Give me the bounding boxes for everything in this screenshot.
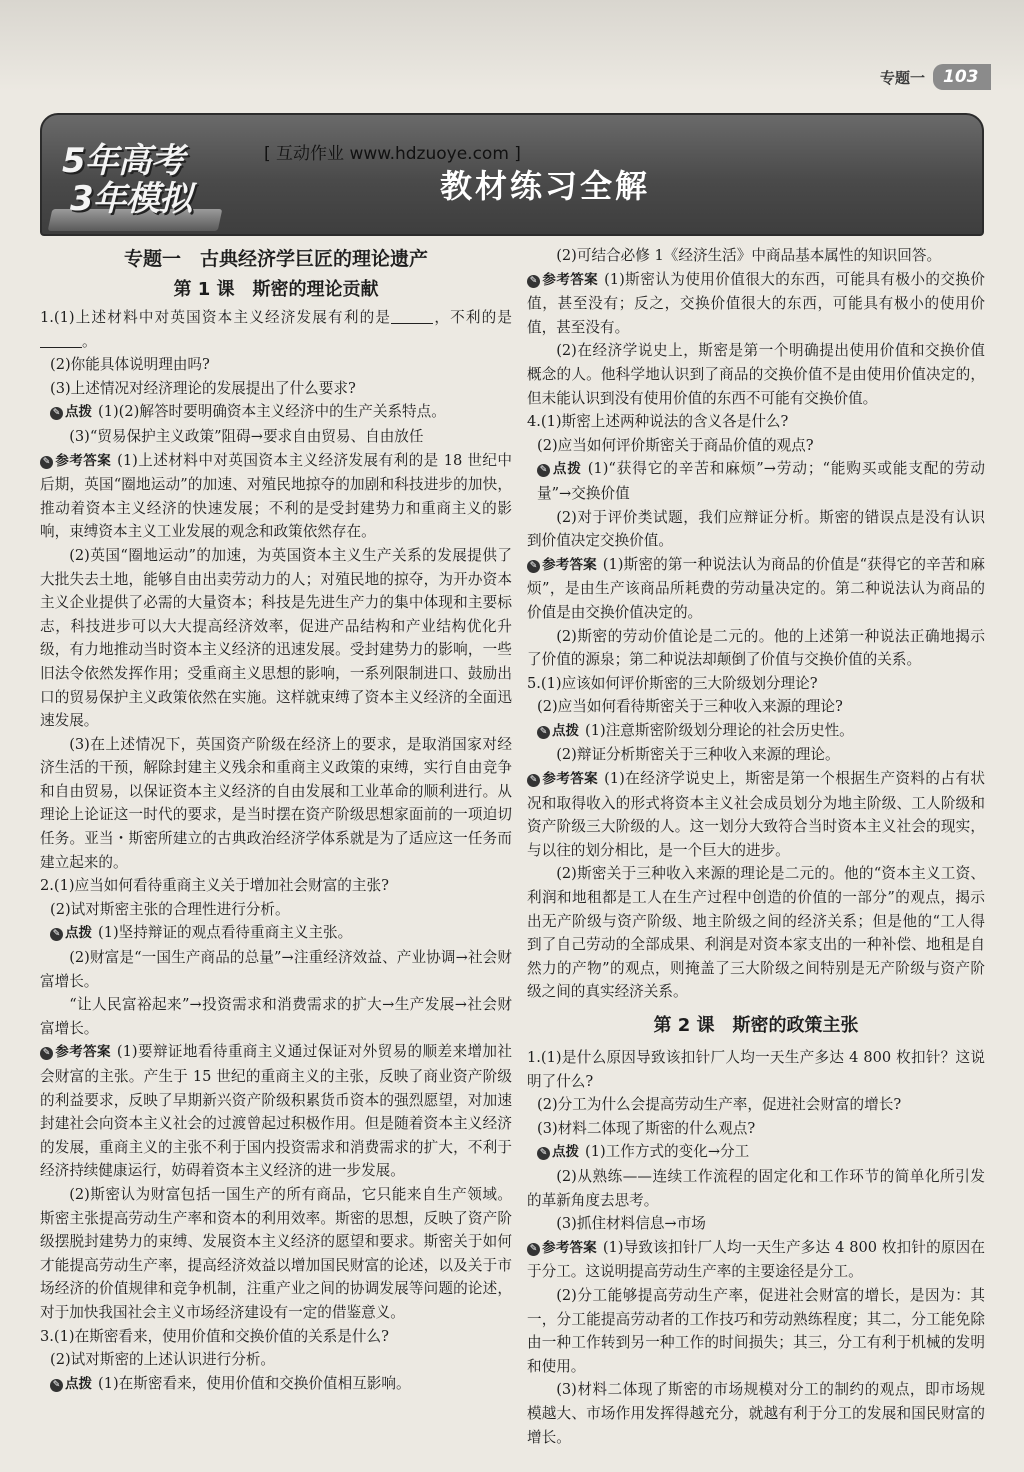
left-column bbox=[40, 240, 512, 1396]
hint-block: ✎ 点拨 (1)坚持辩证的观点看待重商主义主张。 bbox=[40, 921, 512, 946]
hint-text: (2)辩证分析斯密关于三种收入来源的理论。 bbox=[556, 746, 840, 764]
hint-tag: ✎ 点拨 bbox=[537, 461, 582, 477]
answer-text: (3)在上述情况下，英国资产阶级在经济上的要求，是取消国家对经济生活的干预，解除封建主义残余和重商主义政策的束缚，实行自由竞争和自由贸易，以保证资本主义经济的自由发展和工业革命的顺利进行。从理论上论证这一时代的要求，是当时摆在资产阶级思想家面前的一项迫切任务。亚当・斯密所建立的古典政治经济学体系就是为了适应这一任务而建立起来的。 bbox=[40, 735, 512, 871]
hint-block: ✎ 点拨 (1)“获得它的辛苦和麻烦”→劳动；“能购买或能支配的劳动量”→交换价值 bbox=[537, 460, 985, 502]
answer-blank bbox=[40, 334, 82, 348]
question-2-2: (2)试对斯密主张的合理性进行分析。 bbox=[50, 900, 290, 918]
hint-text: (3)“贸易保护主义政策”阻碍→要求自由贸易、自由放任 bbox=[69, 427, 424, 445]
hint-icon: ✎ bbox=[537, 1147, 550, 1160]
hint-icon: ✎ bbox=[50, 1379, 63, 1392]
hint-block: ✎ 点拨 (1)在斯密看来，使用价值和交换价值相互影响。 bbox=[40, 1372, 512, 1397]
hint-text: (2)财富是“一国生产商品的总量”→注重经济效益、产业协调→社会财富增长。 bbox=[40, 949, 512, 990]
question-1-2: (2)你能具体说明理由吗? bbox=[50, 356, 210, 374]
hint-text: “让人民富裕起来”→投资需求和消费需求的扩大→生产发展→社会财富增长。 bbox=[40, 996, 512, 1037]
page-top-strip bbox=[0, 0, 1024, 92]
question-1-3: (3)上述情况对经济理论的发展提出了什么要求? bbox=[50, 379, 356, 397]
answer-text: (2)英国“圈地运动”的加速，为英国资本主义生产关系的发展提供了大批失去土地，能够自由出卖劳动力的人；对殖民地的掠夺，为开办资本主义企业提供了必需的大量资本；科技是先进生产力的集中体现和主要标志，科技进步可以大大提高经济效率，促进产品结构和产业结构优化升级，有力地推动当时资本主义经济的迅速发展。受封建势力的影响，一些旧法令依然发挥作用；受重商主义思想的影响，一系列限制进口、鼓励出口的贸易保护主义政策依然在实施。这样就束缚了资本主义经济的全面迅速发展。 bbox=[40, 546, 512, 730]
section-label: 专题一 bbox=[880, 68, 926, 87]
hint-text: (2)对于评价类试题，我们应辩证分析。斯密的错误点是没有认识到价值决定交换价值。 bbox=[527, 508, 985, 550]
hint-text: (2)从熟练——连续工作流程的固定化和工作环节的简单化所引发的革新角度去思考。 bbox=[527, 1167, 985, 1209]
logo-line-2: 3年模拟 bbox=[70, 179, 192, 219]
hint-text: (3)抓住材料信息→市场 bbox=[556, 1215, 706, 1233]
question-4-2: (2)应当如何评价斯密关于商品价值的观点? bbox=[537, 436, 814, 454]
answer-block: ✎ 参考答案 (1)上述材料中对英国资本主义经济发展有利的是 18 世纪中后期，英国“圈地运动”的加速、对殖民地掠夺的加剧和科技进步的加快，推动着资本主义经济的快速发展；不利的是受封建势力和重商主义的影响，束缚资本主义工业发展的观念和政策依然存在。 bbox=[40, 451, 512, 541]
hint-block: ✎ 点拨 (1)工作方式的变化→分工 bbox=[527, 1140, 985, 1165]
answer-tag: ✎ 参考答案 bbox=[527, 557, 597, 573]
question-3-1: 3.(1)在斯密看来，使用价值和交换价值的关系是什么? bbox=[40, 1327, 389, 1345]
lesson2-question-1-1: 1.(1)是什么原因导致该扣针厂人均一天生产多达 4 800 枚扣针？这说明了什么? bbox=[527, 1049, 985, 1090]
hint-icon: ✎ bbox=[50, 407, 63, 420]
hint-tag: ✎ 点拨 bbox=[537, 723, 579, 739]
answer-icon: ✎ bbox=[527, 774, 540, 787]
answer-text: (2)分工能够提高劳动生产率，促进社会财富的增长，是因为：其一，分工能提高劳动者的工作技巧和劳动熟练程度；其二，分工能免除由一种工作转到另一种工作的时间损失；其三，分工有利于机械的发明和使用。 bbox=[527, 1286, 985, 1375]
answer-icon: ✎ bbox=[40, 1047, 53, 1060]
lesson2-question-1-2: (2)分工为什么会提高劳动生产率，促进社会财富的增长? bbox=[537, 1096, 902, 1114]
answer-block: ✎ 参考答案 (1)在经济学说史上，斯密是第一个根据生产资料的占有状况和取得收入的形式将资本主义社会成员划分为地主阶级、工人阶级和资产阶级三大阶级的人。这一划分大致符合当时资本主义社会的现实，与以往的划分相比，是一个巨大的进步。 bbox=[527, 770, 986, 859]
hint-tag: ✎ 点拨 bbox=[50, 925, 92, 941]
banner-title: 教材练习全解 bbox=[440, 167, 651, 205]
answer-icon: ✎ bbox=[527, 560, 540, 573]
answer-tag: ✎ 参考答案 bbox=[527, 272, 598, 288]
question-2-1: 2.(1)应当如何看待重商主义关于增加社会财富的主张? bbox=[40, 877, 389, 895]
right-column bbox=[527, 244, 985, 1449]
answer-text: (2)斯密认为财富包括一国生产的所有商品，它只能来自生产领域。斯密主张提高劳动生产率和资本的利用效率。斯密的思想，反映了资产阶级摆脱封建势力的束缚、发展资本主义经济的愿望和要求。斯密关于如何才能提高劳动生产率，提高经济效益以增加国民财富的论述，以及关于市场经济的价值规律和竞争机制，注重产业之间的协调发展等问题的论述，对于加快我国社会主义市场经济建设有一定的借鉴意义。 bbox=[40, 1185, 512, 1321]
watermark-text: [ 互动作业 www.hdzuoye.com ] bbox=[264, 144, 521, 164]
hint-block: ✎ 点拨 (1)注意斯密阶级划分理论的社会历史性。 bbox=[527, 719, 985, 744]
answer-block: ✎ 参考答案 (1)要辩证地看待重商主义通过保证对外贸易的顺差来增加社会财富的主张。产生于 15 世纪的重商主义的主张，反映了商业资产阶级的利益要求，反映了早期新兴资产阶级积累货币资本的强烈愿望，对加速封建社会向资本主义社会的过渡曾起过积极作用。但是随着资本主义经济的发展，重商主义的主张不利于国内投资需求和消费需求的扩大，不利于经济持续健康运行，妨碍着资本主义经济的进一步发展。 bbox=[40, 1043, 512, 1180]
hint-block: ✎ 点拨 (1)(2)解答时要明确资本主义经济中的生产关系特点。 bbox=[40, 400, 512, 425]
hint-text: (2)可结合必修 1《经济生活》中商品基本属性的知识回答。 bbox=[556, 247, 942, 264]
hint-tag: ✎ 点拨 bbox=[50, 404, 92, 420]
answer-tag: ✎ 参考答案 bbox=[40, 1044, 111, 1060]
hint-tag: ✎ 点拨 bbox=[50, 1376, 92, 1392]
answer-icon: ✎ bbox=[40, 456, 53, 469]
lesson-1-title: 第 1 课 斯密的理论贡献 bbox=[173, 279, 379, 300]
question-3-2: (2)试对斯密的上述认识进行分析。 bbox=[50, 1351, 275, 1369]
answer-tag: ✎ 参考答案 bbox=[527, 1240, 597, 1256]
answer-icon: ✎ bbox=[527, 275, 540, 288]
topic-title: 专题一 古典经济学巨匠的理论遗产 bbox=[123, 248, 428, 270]
hint-tag: ✎ 点拨 bbox=[537, 1144, 579, 1160]
book-logo bbox=[50, 123, 250, 233]
page-header bbox=[880, 60, 991, 94]
answer-text: (2)斯密的劳动价值论是二元的。他的上述第一种说法正确地揭示了价值的源泉；第二种说法却颠倒了价值与交换价值的关系。 bbox=[527, 627, 985, 669]
hint-icon: ✎ bbox=[537, 464, 550, 477]
hint-icon: ✎ bbox=[537, 726, 550, 739]
answer-text: (3)材料二体现了斯密的市场规模对分工的制约的观点，即市场规模越大、市场作用发挥得越充分，就越有利于分工的发展和国民财富的增长。 bbox=[527, 1381, 985, 1446]
answer-tag: ✎ 参考答案 bbox=[527, 771, 598, 787]
answer-tag: ✎ 参考答案 bbox=[40, 453, 111, 469]
answer-blank bbox=[391, 310, 433, 324]
answer-text: (2)斯密关于三种收入来源的理论是二元的。他的“资本主义工资、利润和地租都是工人在生产过程中创造的价值的一部分”的观点，揭示出无产阶级与资产阶级、地主阶级之间的经济关系；但是他的“工人得到了自己劳动的全部成果、利润是对资本家支出的一种补偿、地租是自然力的产物”的观点，则掩盖了三大阶级之间特别是无产阶级与资产阶级之间的真实经济关系。 bbox=[527, 865, 985, 1001]
lesson2-question-1-3: (3)材料二体现了斯密的什么观点? bbox=[537, 1119, 756, 1137]
question-4-1: 4.(1)斯密上述两种说法的含义各是什么? bbox=[527, 413, 789, 431]
answer-block: ✎ 参考答案 (1)导致该扣针厂人均一天生产多达 4 800 枚扣针的原因在于分工。这说明提高劳动生产率的主要途径是分工。 bbox=[527, 1238, 985, 1281]
question-5-2: (2)应当如何看待斯密关于三种收入来源的理论? bbox=[537, 698, 843, 716]
page-number: 103 bbox=[933, 64, 991, 90]
logo-line-1: 5年高考 bbox=[62, 141, 184, 181]
hint-icon: ✎ bbox=[50, 928, 63, 941]
lesson-2-title: 第 2 课 斯密的政策主张 bbox=[653, 1015, 859, 1036]
answer-text: (2)在经济学说史上，斯密是第一个明确提出使用价值和交换价值概念的人。他科学地认识到了商品的交换价值不是由使用价值决定的，但未能认识到没有使用价值的东西不可能有交换价值。 bbox=[527, 342, 985, 407]
section-banner bbox=[40, 113, 984, 236]
question-5-1: 5.(1)应该如何评价斯密的三大阶级划分理论? bbox=[527, 674, 818, 692]
answer-icon: ✎ bbox=[527, 1243, 540, 1256]
answer-block: ✎ 参考答案 (1)斯密认为使用价值很大的东西，可能具有极小的交换价值，甚至没有；反之，交换价值很大的东西，可能具有极小的使用价值，甚至没有。 bbox=[527, 270, 986, 336]
answer-block: ✎ 参考答案 (1)斯密的第一种说法认为商品的价值是“获得它的辛苦和麻烦”，是由生产该商品所耗费的劳动量决定的。第二种说法认为商品的价值是由交换价值决定的。 bbox=[527, 555, 986, 621]
question-1-1: 1.(1)上述材料中对英国资本主义经济发展有利的是 ，不利的是。 bbox=[40, 309, 512, 350]
